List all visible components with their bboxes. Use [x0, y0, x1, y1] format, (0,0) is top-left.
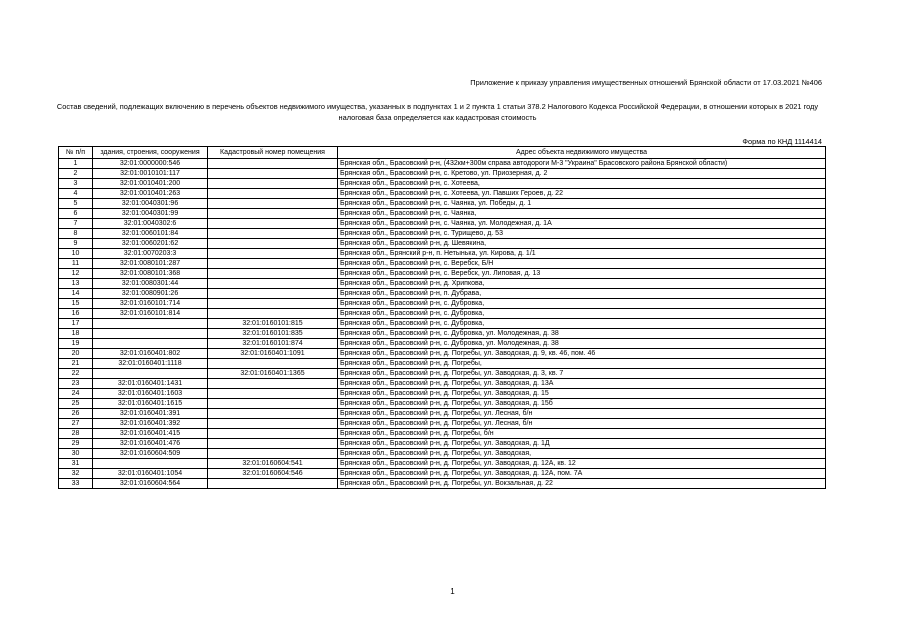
building-cadastral-number: 32:01:0160401:1118 — [93, 359, 208, 369]
address-cell: Брянская обл., Брасовский р-н, п. Дубрава, — [338, 289, 826, 299]
building-cadastral-number: 32:01:0160101:814 — [93, 309, 208, 319]
building-cadastral-number: 32:01:0010401:200 — [93, 179, 208, 189]
premise-cadastral-number — [208, 229, 338, 239]
premise-cadastral-number — [208, 479, 338, 489]
table-row — [59, 469, 826, 479]
address-cell: Брянская обл., Брасовский р-н, д. Погребы, б/н — [338, 429, 826, 439]
row-number: 23 — [59, 379, 93, 389]
table-row — [59, 429, 826, 439]
table-row — [59, 339, 826, 349]
row-number: 27 — [59, 419, 93, 429]
address-cell: Брянская обл., Брасовский р-н, д. Погребы, — [338, 359, 826, 369]
premise-cadastral-number — [208, 169, 338, 179]
address-cell: Брянская обл., Брасовский р-н, д. Шевякина, — [338, 239, 826, 249]
building-cadastral-number: 32:01:0080301:44 — [93, 279, 208, 289]
header-address: Адрес объекта недвижимого имущества — [338, 147, 826, 159]
premise-cadastral-number — [208, 239, 338, 249]
building-cadastral-number — [93, 329, 208, 339]
table-row — [59, 219, 826, 229]
premise-cadastral-number — [208, 379, 338, 389]
address-cell: Брянская обл., Брасовский р-н, д. Погребы, ул. Лесная, б/н — [338, 419, 826, 429]
building-cadastral-number: 32:01:0160604:509 — [93, 449, 208, 459]
premise-cadastral-number — [208, 449, 338, 459]
row-number: 11 — [59, 259, 93, 269]
building-cadastral-number: 32:01:0010401:263 — [93, 189, 208, 199]
building-cadastral-number: 32:01:0080101:287 — [93, 259, 208, 269]
address-cell: Брянская обл., Брасовский р-н, (432км+300м справа автодороги М-3 "Украина" Брасовского района Брянской области) — [338, 159, 826, 169]
building-cadastral-number — [93, 459, 208, 469]
premise-cadastral-number — [208, 309, 338, 319]
table-row — [59, 159, 826, 169]
premise-cadastral-number: 32:01:0160401:1091 — [208, 349, 338, 359]
address-cell: Брянская обл., Брасовский р-н, с. Дубровка, — [338, 299, 826, 309]
premise-cadastral-number — [208, 199, 338, 209]
table-row — [59, 389, 826, 399]
table-row — [59, 449, 826, 459]
address-cell: Брянская обл., Брасовский р-н, с. Кретово, ул. Приозерная, д. 2 — [338, 169, 826, 179]
row-number: 30 — [59, 449, 93, 459]
table-row — [59, 189, 826, 199]
table-row — [59, 199, 826, 209]
table-row — [59, 399, 826, 409]
building-cadastral-number: 32:01:0160401:1615 — [93, 399, 208, 409]
row-number: 2 — [59, 169, 93, 179]
row-number: 14 — [59, 289, 93, 299]
header-premise: Кадастровый номер помещения — [208, 147, 338, 159]
premise-cadastral-number: 32:01:0160401:1365 — [208, 369, 338, 379]
building-cadastral-number: 32:01:0080901:26 — [93, 289, 208, 299]
address-cell: Брянская обл., Брасовский р-н, д. Погребы, ул. Заводская, д. 12А, пом. 7А — [338, 469, 826, 479]
building-cadastral-number: 32:01:0160604:564 — [93, 479, 208, 489]
row-number: 29 — [59, 439, 93, 449]
premise-cadastral-number — [208, 299, 338, 309]
appendix-line: Приложение к приказу управления имущественных отношений Брянской области от 17.03.2021 №406 — [470, 78, 822, 87]
building-cadastral-number: 32:01:0040301:99 — [93, 209, 208, 219]
address-cell: Брянская обл., Брасовский р-н, д. Погребы, ул. Заводская, д. 12А, кв. 12 — [338, 459, 826, 469]
address-cell: Брянская обл., Брасовский р-н, с. Дубровка, ул. Молодежная, д. 38 — [338, 329, 826, 339]
row-number: 6 — [59, 209, 93, 219]
address-cell: Брянская обл., Брасовский р-н, д. Погребы, ул. Заводская, д. 15б — [338, 399, 826, 409]
row-number: 19 — [59, 339, 93, 349]
building-cadastral-number: 32:01:0080101:368 — [93, 269, 208, 279]
premise-cadastral-number — [208, 159, 338, 169]
table-row — [59, 309, 826, 319]
row-number: 15 — [59, 299, 93, 309]
building-cadastral-number: 32:01:0160401:1054 — [93, 469, 208, 479]
table-row — [59, 279, 826, 289]
address-cell: Брянская обл., Брасовский р-н, д. Хрипкова, — [338, 279, 826, 289]
address-cell: Брянская обл., Брасовский р-н, д. Погребы, ул. Заводская, д. 13А — [338, 379, 826, 389]
row-number: 3 — [59, 179, 93, 189]
row-number: 9 — [59, 239, 93, 249]
row-number: 5 — [59, 199, 93, 209]
table-row — [59, 289, 826, 299]
row-number: 18 — [59, 329, 93, 339]
premise-cadastral-number — [208, 279, 338, 289]
address-cell: Брянская обл., Брасовский р-н, д. Погребы, ул. Заводская, д. 9, кв. 46, пом. 46 — [338, 349, 826, 359]
address-cell: Брянская обл., Брасовский р-н, д. Погребы, ул. Вокзальная, д. 22 — [338, 479, 826, 489]
premise-cadastral-number — [208, 219, 338, 229]
premise-cadastral-number — [208, 259, 338, 269]
building-cadastral-number: 32:01:0160401:392 — [93, 419, 208, 429]
table-body — [59, 159, 826, 489]
row-number: 10 — [59, 249, 93, 259]
building-cadastral-number: 32:01:0070203:3 — [93, 249, 208, 259]
form-code: Форма по КНД 1114414 — [742, 137, 822, 146]
premise-cadastral-number — [208, 179, 338, 189]
row-number: 4 — [59, 189, 93, 199]
header-num: № п/п — [59, 147, 93, 159]
table-row — [59, 209, 826, 219]
building-cadastral-number: 32:01:0160401:1431 — [93, 379, 208, 389]
row-number: 26 — [59, 409, 93, 419]
premise-cadastral-number — [208, 409, 338, 419]
premise-cadastral-number — [208, 269, 338, 279]
address-cell: Брянская обл., Брасовский р-н, с. Дубровка, — [338, 319, 826, 329]
address-cell: Брянская обл., Брасовский р-н, с. Хотеева, ул. Павших Героев, д. 22 — [338, 189, 826, 199]
address-cell: Брянская обл., Брасовский р-н, с. Хотеева, — [338, 179, 826, 189]
address-cell: Брянская обл., Брасовский р-н, с. Дубровка, — [338, 309, 826, 319]
building-cadastral-number: 32:01:0060201:62 — [93, 239, 208, 249]
building-cadastral-number: 32:01:0060101:84 — [93, 229, 208, 239]
row-number: 8 — [59, 229, 93, 239]
address-cell: Брянская обл., Брасовский р-н, д. Погребы, ул. Заводская, д. 3, кв. 7 — [338, 369, 826, 379]
premise-cadastral-number — [208, 429, 338, 439]
building-cadastral-number — [93, 319, 208, 329]
row-number: 32 — [59, 469, 93, 479]
premise-cadastral-number — [208, 399, 338, 409]
premise-cadastral-number — [208, 419, 338, 429]
building-cadastral-number: 32:01:0160401:391 — [93, 409, 208, 419]
table-row — [59, 259, 826, 269]
table-row — [59, 319, 826, 329]
row-number: 33 — [59, 479, 93, 489]
header-building: здания, строения, сооружения — [93, 147, 208, 159]
address-cell: Брянская обл., Брасовский р-н, с. Веребск, ул. Липовая, д. 13 — [338, 269, 826, 279]
table-row — [59, 379, 826, 389]
building-cadastral-number: 32:01:0160401:802 — [93, 349, 208, 359]
table-row — [59, 329, 826, 339]
page-number: 1 — [450, 587, 455, 596]
address-cell: Брянская обл., Брасовский р-н, с. Чаянка, ул. Победы, д. 1 — [338, 199, 826, 209]
address-cell: Брянская обл., Брасовский р-н, с. Веребск, Б/Н — [338, 259, 826, 269]
building-cadastral-number: 32:01:0000000:546 — [93, 159, 208, 169]
table-row — [59, 409, 826, 419]
table-row — [59, 229, 826, 239]
table-row — [59, 169, 826, 179]
table-row — [59, 269, 826, 279]
table-row — [59, 369, 826, 379]
premise-cadastral-number — [208, 439, 338, 449]
premise-cadastral-number — [208, 389, 338, 399]
premise-cadastral-number: 32:01:0160604:541 — [208, 459, 338, 469]
address-cell: Брянская обл., Брасовский р-н, д. Погребы, ул. Заводская, д. 1Д — [338, 439, 826, 449]
premise-cadastral-number: 32:01:0160101:815 — [208, 319, 338, 329]
premise-cadastral-number: 32:01:0160101:874 — [208, 339, 338, 349]
table-row — [59, 359, 826, 369]
table-row — [59, 179, 826, 189]
premise-cadastral-number — [208, 359, 338, 369]
table-row — [59, 239, 826, 249]
premise-cadastral-number — [208, 289, 338, 299]
building-cadastral-number: 32:01:0160401:476 — [93, 439, 208, 449]
table-row — [59, 349, 826, 359]
row-number: 28 — [59, 429, 93, 439]
building-cadastral-number: 32:01:0160401:1603 — [93, 389, 208, 399]
building-cadastral-number: 32:01:0010101:117 — [93, 169, 208, 179]
table-row — [59, 299, 826, 309]
row-number: 1 — [59, 159, 93, 169]
address-cell: Брянская обл., Брасовский р-н, д. Погребы, ул. Заводская, д. 15 — [338, 389, 826, 399]
building-cadastral-number: 32:01:0160101:714 — [93, 299, 208, 309]
table-row — [59, 419, 826, 429]
table-row — [59, 439, 826, 449]
row-number: 25 — [59, 399, 93, 409]
table-row — [59, 459, 826, 469]
row-number: 16 — [59, 309, 93, 319]
address-cell: Брянская обл., Брасовский р-н, д. Погребы, ул. Заводская, — [338, 449, 826, 459]
row-number: 20 — [59, 349, 93, 359]
property-register-table — [58, 146, 826, 489]
table-header-row — [59, 147, 826, 159]
address-cell: Брянская обл., Брасовский р-н, с. Чаянка, — [338, 209, 826, 219]
table-row — [59, 479, 826, 489]
row-number: 12 — [59, 269, 93, 279]
row-number: 24 — [59, 389, 93, 399]
row-number: 31 — [59, 459, 93, 469]
document-intro: Состав сведений, подлежащих включению в перечень объектов недвижимого имущества, указанных в подпунктах 1 и 2 пункта 1 статьи 378.2 Налогового Кодекса Российской Федерации, в отношении которых в 2021 году налоговая база определяется как кадастровая стоимость — [56, 102, 819, 122]
premise-cadastral-number: 32:01:0160101:835 — [208, 329, 338, 339]
row-number: 7 — [59, 219, 93, 229]
row-number: 13 — [59, 279, 93, 289]
address-cell: Брянская обл., Брасовский р-н, с. Дубровка, ул. Молодежная, д. 38 — [338, 339, 826, 349]
building-cadastral-number — [93, 369, 208, 379]
row-number: 21 — [59, 359, 93, 369]
premise-cadastral-number — [208, 249, 338, 259]
address-cell: Брянская обл., Брянский р-н, п. Нетынька, ул. Кирова, д. 1/1 — [338, 249, 826, 259]
building-cadastral-number: 32:01:0040302:6 — [93, 219, 208, 229]
row-number: 22 — [59, 369, 93, 379]
row-number: 17 — [59, 319, 93, 329]
address-cell: Брянская обл., Брасовский р-н, с. Чаянка, ул. Молодежная, д. 1А — [338, 219, 826, 229]
building-cadastral-number: 32:01:0160401:415 — [93, 429, 208, 439]
table-row — [59, 249, 826, 259]
building-cadastral-number: 32:01:0040301:96 — [93, 199, 208, 209]
premise-cadastral-number — [208, 189, 338, 199]
premise-cadastral-number: 32:01:0160604:546 — [208, 469, 338, 479]
premise-cadastral-number — [208, 209, 338, 219]
address-cell: Брянская обл., Брасовский р-н, с. Турищево, д. 53 — [338, 229, 826, 239]
building-cadastral-number — [93, 339, 208, 349]
address-cell: Брянская обл., Брасовский р-н, д. Погребы, ул. Лесная, б/н — [338, 409, 826, 419]
